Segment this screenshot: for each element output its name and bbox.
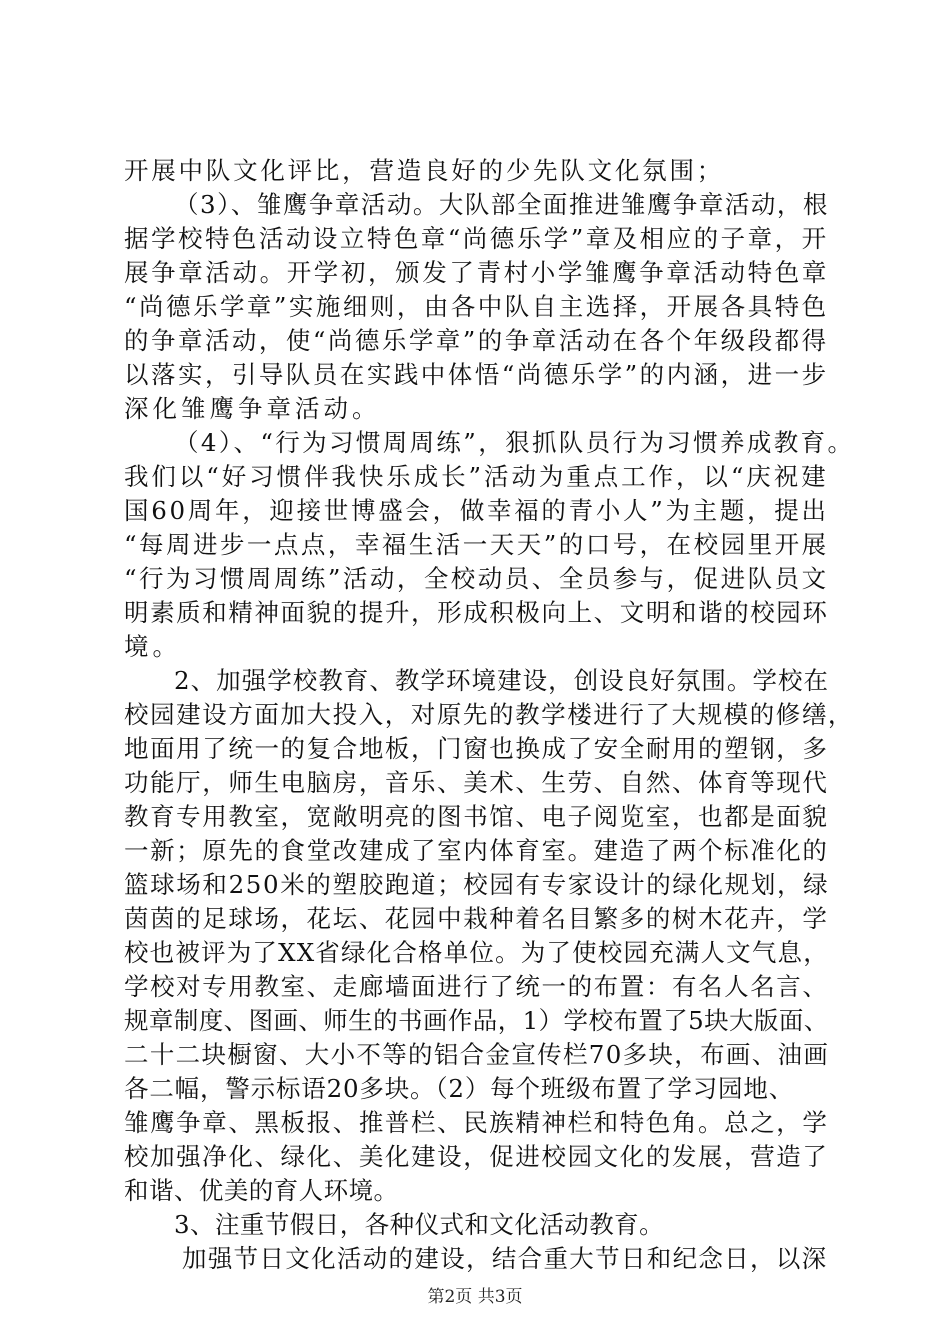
text-line: 二十二块橱窗、大小不等的铝合金宣传栏70多块，布画、油画	[124, 1040, 830, 1069]
text-line: 篮球场和250米的塑胶跑道；校园有专家设计的绿化规划，绿	[124, 870, 830, 899]
text-line: 深化雏鹰争章活动。	[124, 394, 381, 423]
text-line: 茵茵的足球场，花坛、花园中栽种着名目繁多的树木花卉，学	[124, 904, 829, 933]
text-line: 明素质和精神面貌的提升，形成积极向上、文明和谐的校园环	[124, 598, 829, 627]
text-line: 校加强净化、绿化、美化建设，促进校园文化的发展，营造了	[124, 1142, 829, 1171]
page-number: 第2页 共3页	[427, 1287, 523, 1307]
text-line: 校也被评为了XX省绿化合格单位。为了使校园充满人文气息，	[124, 938, 829, 967]
text-line: 国60周年，迎接世博盛会，做幸福的青小人”为主题，提出	[124, 496, 829, 525]
text-line: （3）、雏鹰争章活动。大队部全面推进雏鹰争章活动，根	[174, 190, 829, 219]
text-line: 教育专用教室，宽敞明亮的图书馆、电子阅览室，也都是面貌	[124, 802, 829, 831]
text-line: 2、加强学校教育、教学环境建设，创设良好氛围。学校在	[174, 666, 830, 695]
text-line: 据学校特色活动设立特色章“尚德乐学”章及相应的子章，开	[124, 224, 829, 253]
text-line: 地面用了统一的复合地板，门窗也换成了安全耐用的塑钢，多	[124, 734, 829, 763]
text-line: 3、注重节假日，各种仪式和文化活动教育。	[174, 1210, 665, 1239]
text-line: 规章制度、图画、师生的书画作品，1）学校布置了5块大版面、	[124, 1006, 829, 1035]
text-line: 我们以“好习惯伴我快乐成长”活动为重点工作，以“庆祝建	[124, 462, 829, 491]
text-line: 以落实，引导队员在实践中体悟“尚德乐学”的内涵，进一步	[124, 360, 829, 389]
text-line: 各二幅，警示标语20多块。（2）每个班级布置了学习园地、	[124, 1074, 795, 1103]
text-line: 一新；原先的食堂改建成了室内体育室。建造了两个标准化的	[124, 836, 829, 865]
text-line: 校园建设方面加大投入，对原先的教学楼进行了大规模的修缮，	[124, 700, 854, 729]
text-line: 雏鹰争章、黑板报、推普栏、民族精神栏和特色角。总之，学	[124, 1108, 829, 1137]
text-line: 境。	[124, 632, 181, 661]
text-line: 加强节日文化活动的建设，结合重大节日和纪念日，以深	[182, 1244, 828, 1273]
text-line: “行为习惯周周练”活动，全校动员、全员参与，促进队员文	[124, 564, 829, 593]
text-line: 功能厅，师生电脑房，音乐、美术、生劳、自然、体育等现代	[124, 768, 829, 797]
text-line: 和谐、优美的育人环境。	[124, 1176, 399, 1205]
text-line: （4）、“行为习惯周周练”，狠抓队员行为习惯养成教育。	[174, 428, 855, 457]
text-line: 展争章活动。开学初，颁发了青村小学雏鹰争章活动特色章	[124, 258, 829, 287]
text-line: 开展中队文化评比，营造良好的少先队文化氛围；	[124, 156, 724, 185]
page-footer	[0, 1286, 950, 1308]
text-line: “尚德乐学章”实施细则，由各中队自主选择，开展各具特色	[124, 292, 829, 321]
text-line: 学校对专用教室、走廊墙面进行了统一的布置：有名人名言、	[124, 972, 829, 1001]
text-line: “每周进步一点点，幸福生活一天天”的口号，在校园里开展	[124, 530, 829, 559]
text-line: 的争章活动，使“尚德乐学章”的争章活动在各个年级段都得	[124, 326, 829, 355]
